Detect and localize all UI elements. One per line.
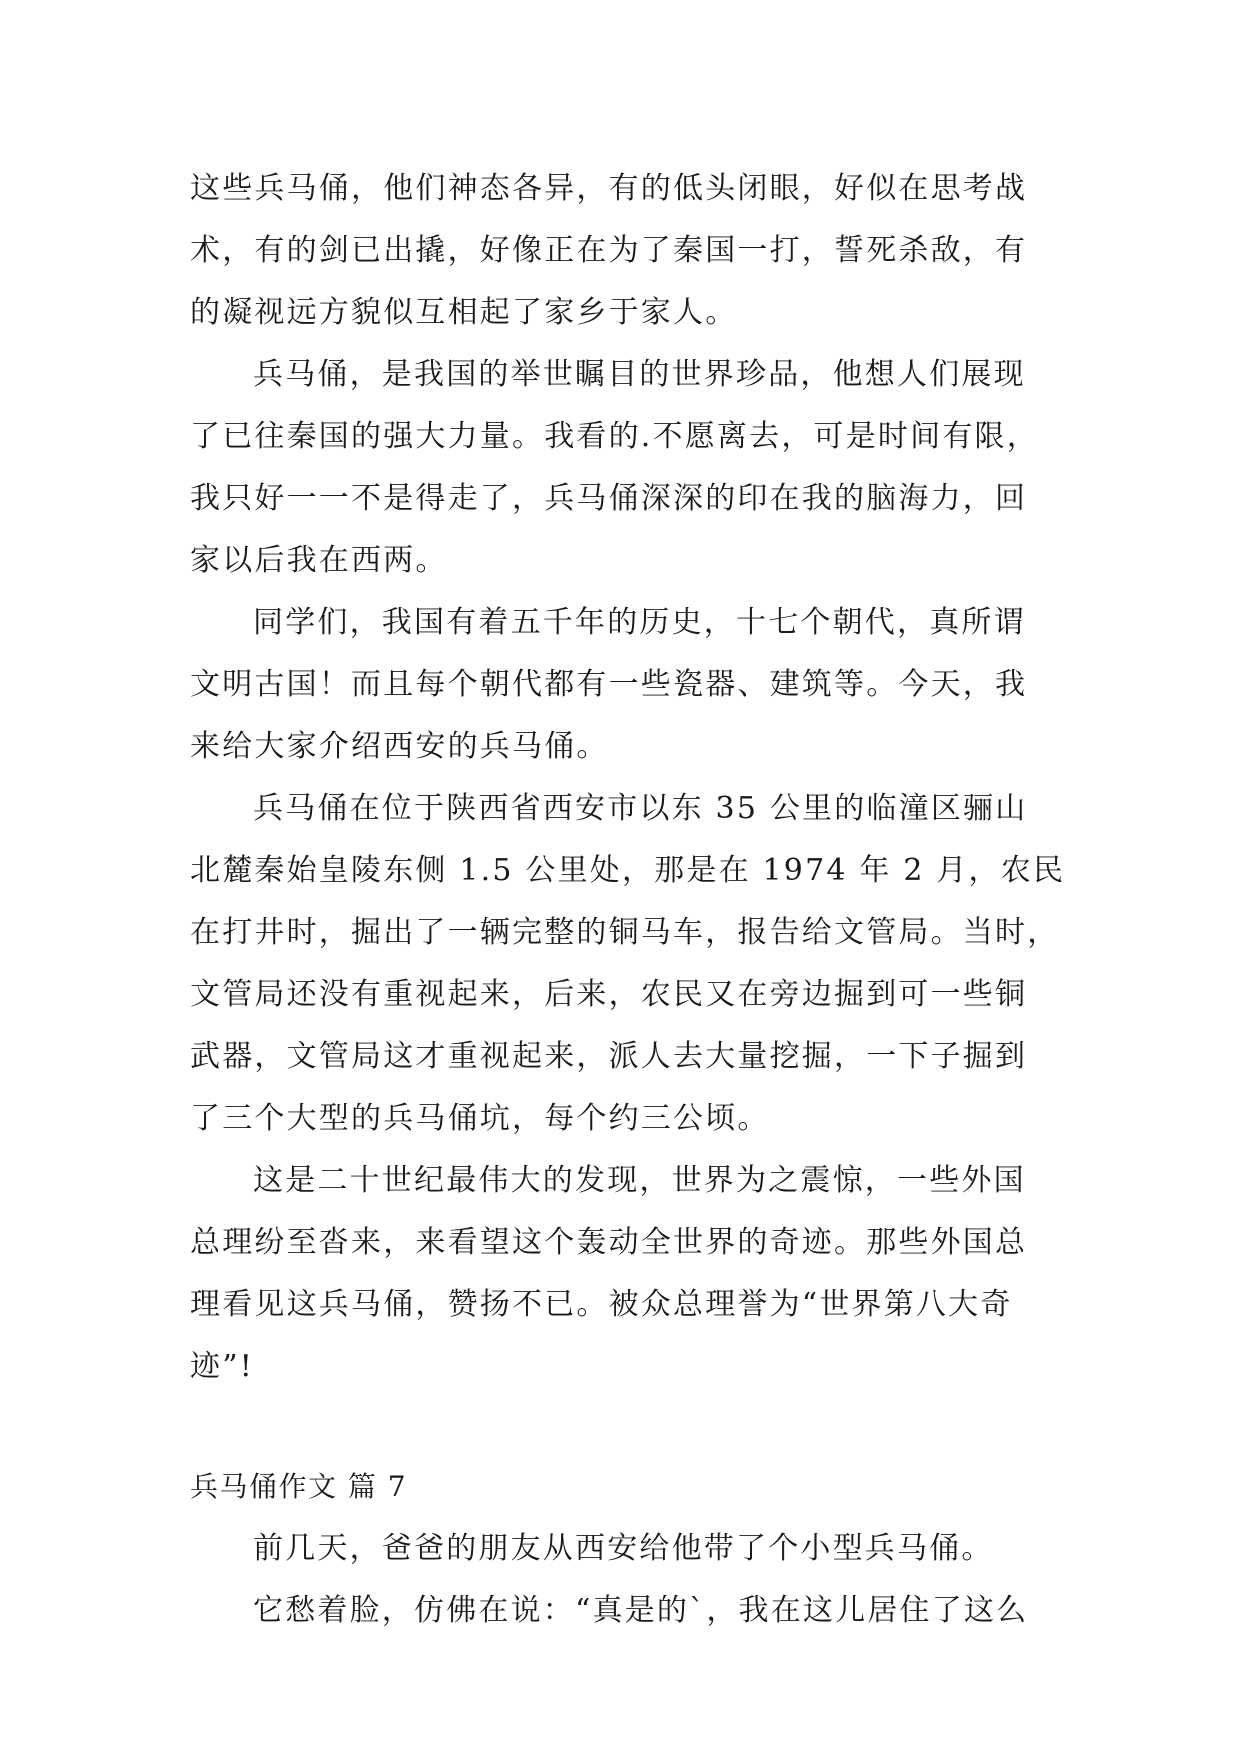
section-heading: 兵马俑作文 篇 7 — [190, 1470, 408, 1503]
document-body — [190, 158, 1066, 1642]
text-line: 的凝视远方貌似互相起了家乡于家人。 — [190, 295, 738, 330]
section-spacer — [190, 1398, 1050, 1456]
text-line: 迹”! — [190, 1349, 254, 1384]
text-line: 家以后我在西两。 — [190, 543, 448, 578]
text-line: 武器，文管局这才重视起来，派人去大量挖掘，一下子掘到 — [190, 1039, 1028, 1074]
text-line: 我只好一一不是得走了，兵马俑深深的印在我的脑海力，回 — [190, 481, 1028, 516]
text-line: 它愁着脸，仿佛在说：“真是的`，我在这儿居住了这么 — [253, 1593, 1029, 1628]
text-line: 兵马俑在位于陕西省西安市以东 35 公里的临潼区骊山 — [253, 791, 1028, 826]
text-line: 同学们，我国有着五千年的历史，十七个朝代，真所谓 — [253, 605, 1026, 640]
paragraph — [190, 1580, 1050, 1642]
text-line: 前几天，爸爸的朋友从西安给他带了个小型兵马俑。 — [253, 1531, 994, 1566]
text-line: 这些兵马俑，他们神态各异，有的低头闭眼，好似在思考战 — [190, 171, 1028, 206]
text-line: 在打井时，掘出了一辆完整的铜马车，报告给文管局。当时， — [190, 915, 1060, 950]
text-line: 这是二十世纪最伟大的发现，世界为之震惊，一些外国 — [253, 1163, 1026, 1198]
text-line: 文明古国！而且每个朝代都有一些瓷器、建筑等。今天，我 — [190, 667, 1028, 702]
paragraph — [190, 1518, 1050, 1580]
paragraph — [190, 778, 1066, 1150]
text-line: 理看见这兵马俑，赞扬不已。被众总理誉为“世界第八大奇 — [190, 1287, 1013, 1322]
text-line: 了已往秦国的强大力量。我看的.不愿离去，可是时间有限， — [190, 419, 1039, 454]
text-line: 来给大家介绍西安的兵马俑。 — [190, 729, 609, 764]
text-line: 总理纷至沓来，来看望这个轰动全世界的奇迹。那些外国总 — [190, 1225, 1028, 1260]
text-line: 了三个大型的兵马俑坑，每个约三公顷。 — [190, 1101, 770, 1136]
text-line: 文管局还没有重视起来，后来，农民又在旁边掘到可一些铜 — [190, 977, 1028, 1012]
paragraph — [190, 344, 1050, 592]
paragraph — [190, 158, 1050, 344]
text-line: 术，有的剑已出撬，好像正在为了秦国一打，誓死杀敌，有 — [190, 233, 1028, 268]
paragraph — [190, 1150, 1050, 1398]
paragraph — [190, 592, 1050, 778]
text-line: 北麓秦始皇陵东侧 1.5 公里处，那是在 1974 年 2 月，农民 — [190, 853, 1066, 888]
text-line: 兵马俑，是我国的举世瞩目的世界珍品，他想人们展现 — [253, 357, 1026, 392]
